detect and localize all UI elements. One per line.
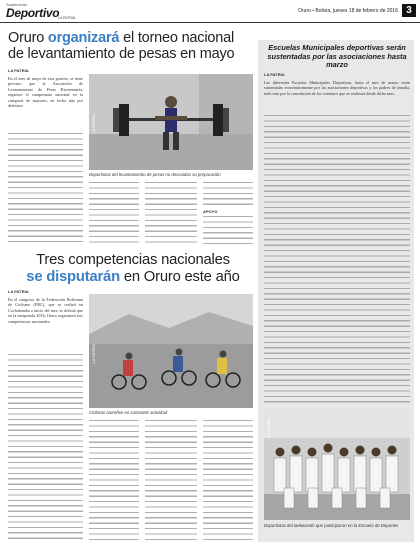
supplement-logo (6, 2, 76, 20)
sidebar-body-text (264, 115, 410, 405)
article1-subhead: APOYO (203, 209, 218, 214)
sidebar-lead: Las diferentes Escuelas Municipales Deportivas, hasta el mes de marzo serán sustentadas económicamente por las asociaciones deportivas y los padres de familia, todo esto por la cancelación de los contratos que se realizará desde dicho mes. (264, 80, 410, 96)
taekwondo-group-photo-icon (264, 408, 410, 520)
article1-column2-text (89, 182, 139, 245)
article1-headline-line2: de levantamiento de pesas en mayo (8, 46, 235, 62)
article1-kicker: LA PATRIA (8, 68, 29, 73)
sidebar-headline: Escuelas Municipales deportivas serán sustentadas por las asociaciones hasta marzo (267, 43, 407, 69)
article2-column2-text (89, 420, 139, 540)
article2-headline-line1: Tres competencias nacionales (36, 252, 230, 268)
logo-small-text: Suplemento (6, 2, 28, 7)
article2-photo (89, 294, 253, 408)
article2-headline (8, 252, 258, 286)
article1-column3-text (145, 182, 197, 245)
article2-kicker: LA PATRIA (8, 289, 29, 294)
article2-column4-text (203, 420, 253, 540)
sidebar-kicker: LA PATRIA (264, 72, 285, 77)
article1-column1-text (8, 133, 83, 245)
article2-lead: En el congreso de la Federación Boliviana de Ciclismo (FBC), que se realizó en Cochabamba a inicio del mes, se definió que en la temporada 2016, Oruro organizará tres competencias nacionales. (8, 297, 83, 324)
page-number: 3 (402, 4, 416, 17)
article1-headline-part2: el torneo nacional (123, 30, 234, 46)
article2-headline-highlight: se disputarán (26, 269, 120, 285)
article2-caption: Ciclistas orureños en constante actividad (89, 410, 168, 415)
logo-sub-text: LA PATRIA (58, 16, 76, 20)
sidebar-caption: Deportistas del taekwondo que participaron en la Escuela de Deportes (264, 523, 399, 528)
sidebar-photo (264, 408, 410, 520)
article1-headline-highlight: organizará (47, 30, 120, 46)
page-header (0, 0, 420, 23)
article1-column4b-text (203, 216, 253, 245)
article1-column4-text (203, 182, 253, 207)
article2-headline-part2: en Oruro este año (123, 269, 240, 285)
weightlifting-photo-icon (89, 74, 253, 170)
article1-lead: En el mes de mayo de esta gestión, se tiene previsto que la Asociación de Levantamiento de Pesas Bicentenaria, organice el campeonato nacional en la categoría de mayores, en fecha aún por definirse. (8, 76, 83, 109)
article1-caption: Deportistas del levantamiento de pesas no descuidan su preparación (89, 172, 221, 177)
sidebar-photo-label: LA PATRIA (266, 418, 271, 438)
article2-column3-text (145, 420, 197, 540)
article2-photo-label: LA PATRIA (91, 344, 96, 364)
cyclists-photo-icon (89, 294, 253, 408)
article1-photo (89, 74, 253, 170)
dateline: Oruro • Bolivia, jueves 18 de febrero de 2016 (298, 8, 398, 14)
logo-main-text: Deportivo (6, 6, 60, 20)
article1-photo-label: LA PATRIA (91, 114, 96, 134)
article2-column1-text (8, 354, 83, 540)
article1-headline-part1: Oruro (8, 30, 45, 46)
article1-headline (8, 30, 258, 62)
